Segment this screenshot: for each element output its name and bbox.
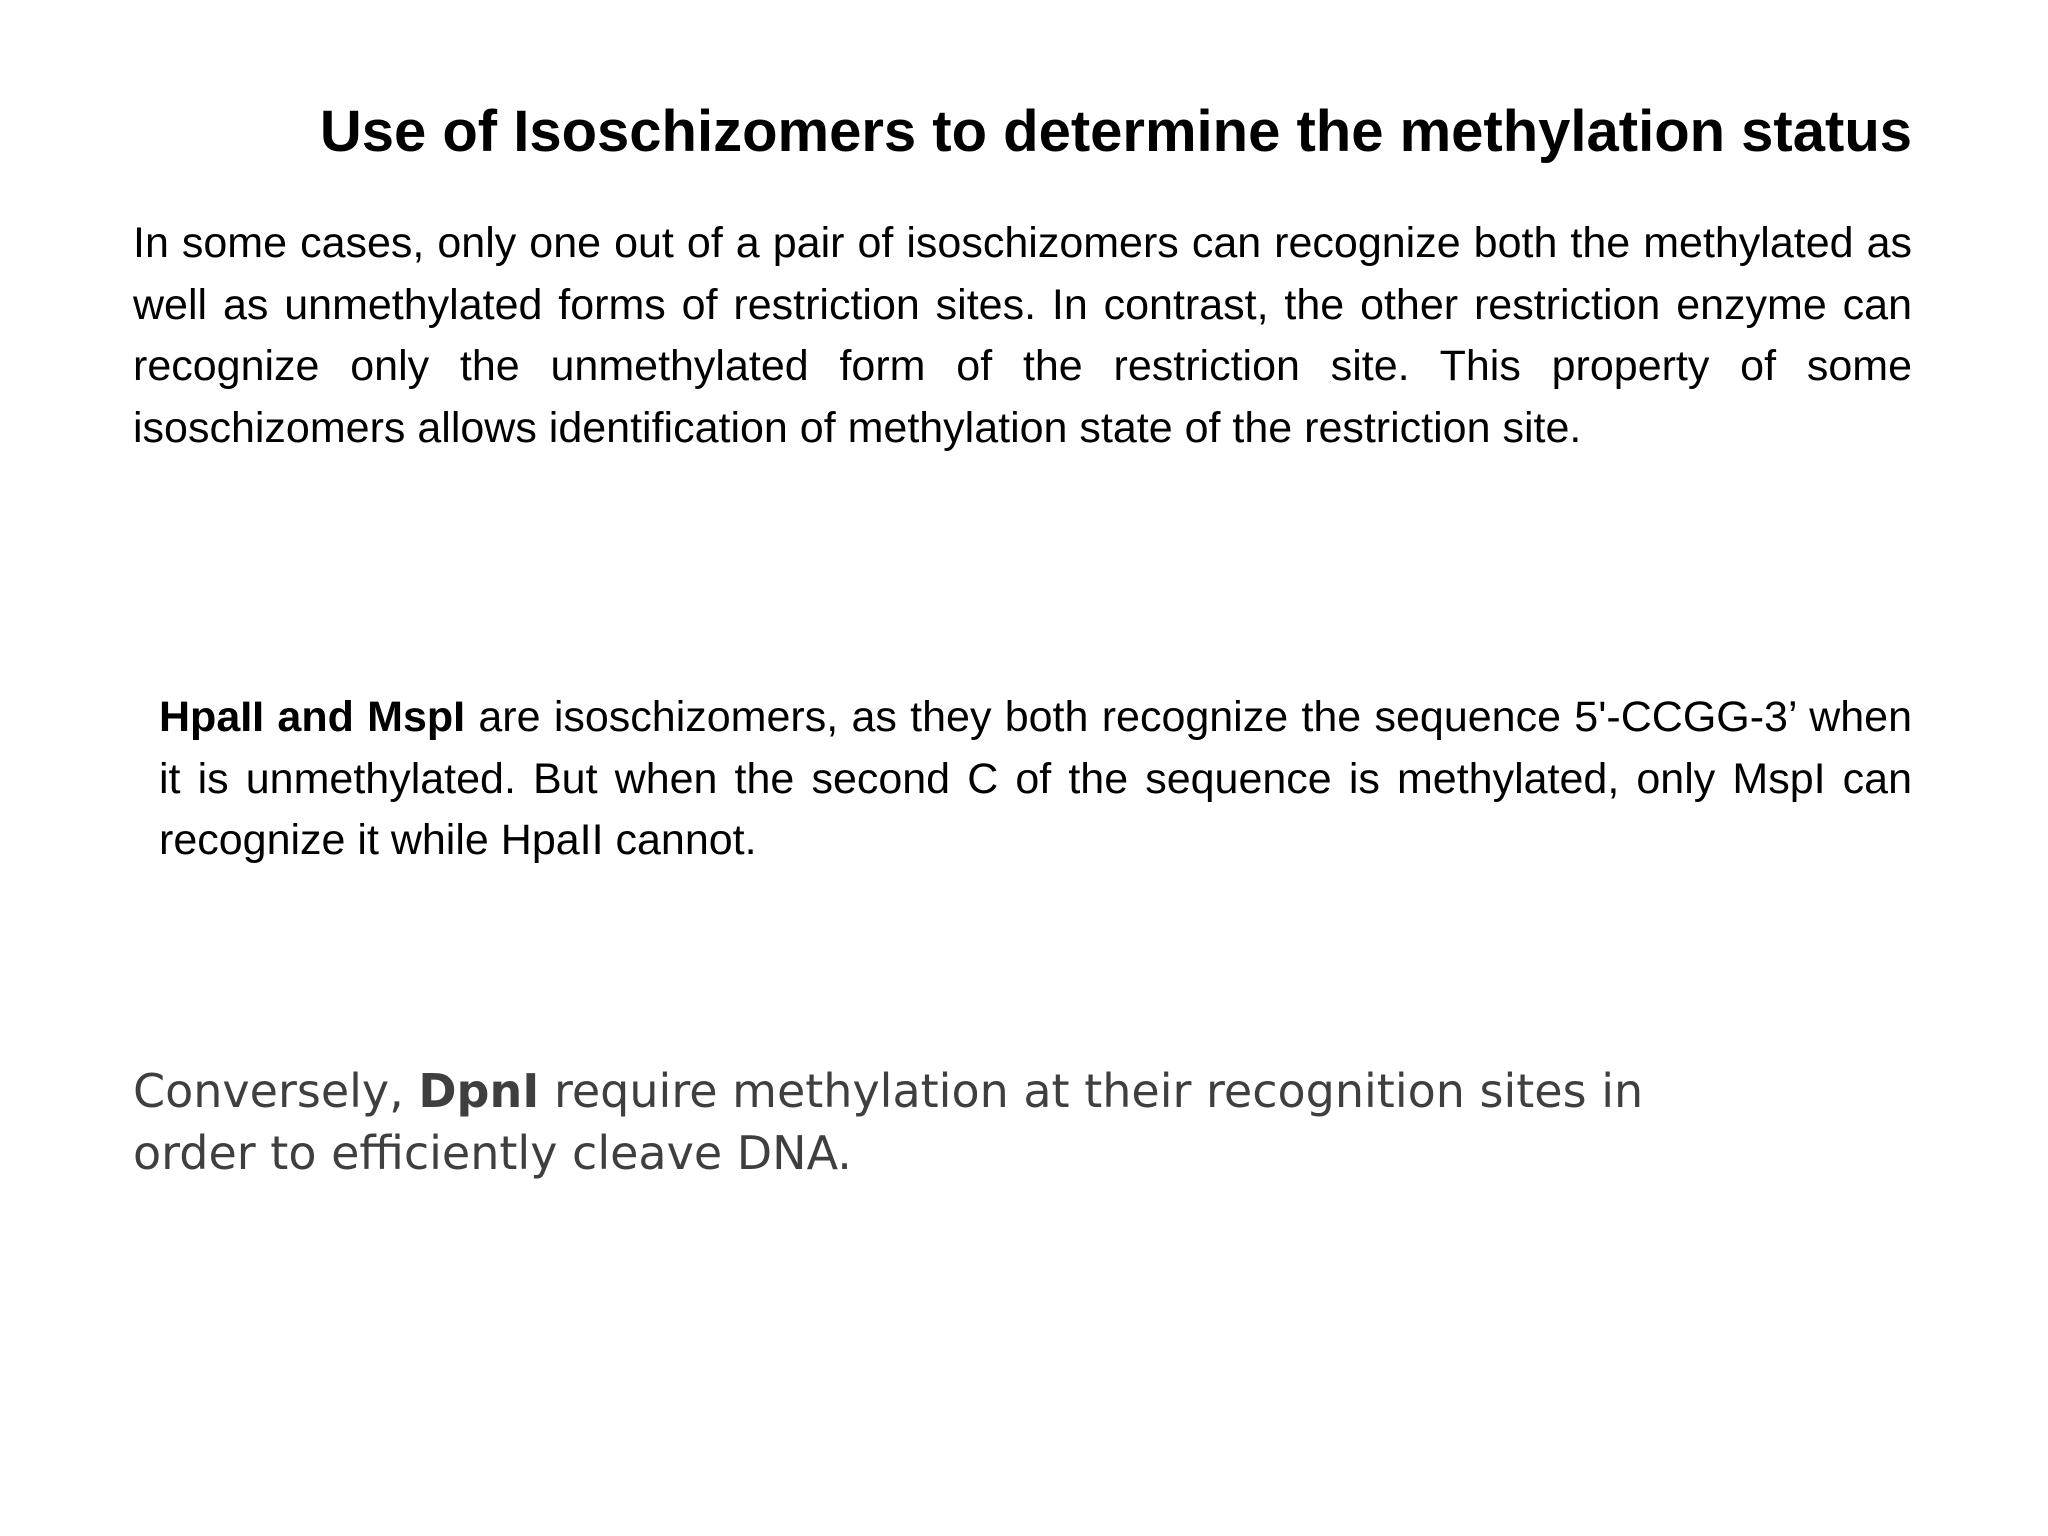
paragraph-dpni bbox=[133, 1060, 1753, 1184]
paragraph-dpni-lead: Conversely, bbox=[133, 1064, 419, 1118]
enzyme-dpni-label: DpnI bbox=[418, 1064, 540, 1118]
enzyme-pair-label: HpaII and MspI bbox=[159, 693, 466, 741]
slide-title: Use of Isoschizomers to determine the methylation status bbox=[319, 99, 1912, 164]
paragraph-hpaii-mspi bbox=[159, 687, 1912, 872]
paragraph-hpaii-mspi-text: are isoschizomers, as they both recognize the sequence 5'-CCGG-3’ when it is unmethylated. But when the second C of the sequence is methylated, only MspI can recognize it while HpaII cannot. bbox=[159, 693, 1912, 864]
paragraph-dpni-text: require methylation at their recognition sites in order to efficiently cleave DNA. bbox=[133, 1064, 1644, 1180]
paragraph-isoschizomer-intro: In some cases, only one out of a pair of isoschizomers can recognize both the methylated as well as unmethylated forms of restriction sites. In contrast, the other restriction enzyme can recognize only the unmethylated form of the restriction site. This property of some isoschizomers allows identification of methylation state of the restriction site. bbox=[133, 219, 1912, 452]
